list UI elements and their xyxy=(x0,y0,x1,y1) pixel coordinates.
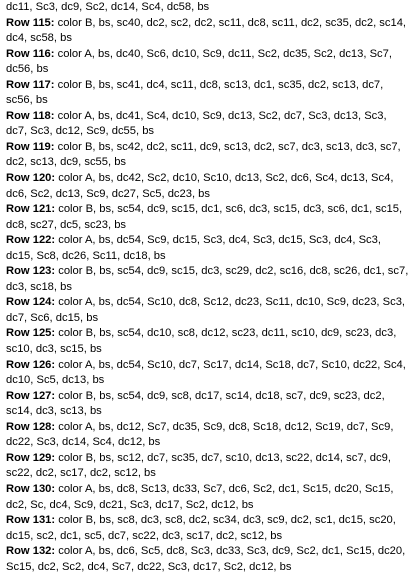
row-label: Row 121: xyxy=(6,203,56,216)
row-instructions: color A, bs, dc12, Sc7, dc35, Sc9, dc8, Sc18, dc12, Sc19, dc7, Sc9, dc22, Sc3, dc14, Sc4, dc12, bs xyxy=(6,420,394,449)
pattern-row xyxy=(6,233,410,264)
row-label: Row 128: xyxy=(6,420,56,433)
row-instructions: color B, bs, sc54, dc9, sc15, dc1, sc6, dc3, sc15, dc3, sc6, dc1, sc15, dc8, sc27, dc5, sc23, bs xyxy=(6,203,403,231)
row-label: Row 123: xyxy=(6,265,56,278)
row-label: Row 116: xyxy=(6,47,55,60)
row-instructions: color A, bs, dc41, Sc4, dc10, Sc9, dc13, Sc2, dc7, Sc3, dc13, Sc3, dc7, Sc3, dc12, Sc9, dc55, bs xyxy=(6,109,387,138)
row-continuation-text: dc11, Sc3, dc9, Sc2, dc14, Sc4, dc58, bs xyxy=(6,1,210,13)
pattern-row xyxy=(6,264,410,295)
pattern-row xyxy=(6,47,410,78)
pattern-row xyxy=(6,202,410,233)
pattern-row xyxy=(6,326,410,357)
row-instructions: color A, bs, dc54, Sc10, dc7, Sc17, dc14, Sc18, dc7, Sc10, dc22, Sc4, dc10, Sc5, dc13, bs xyxy=(6,358,406,387)
row-label: Row 125: xyxy=(6,327,56,340)
pattern-row xyxy=(6,389,410,420)
pattern-row xyxy=(6,513,410,544)
row-instructions: color B, bs, sc54, dc9, sc8, dc17, sc14, dc18, sc7, dc9, sc23, dc2, sc14, dc3, sc13, bs xyxy=(6,389,385,418)
row-label: Row 122: xyxy=(6,234,56,247)
row-instructions: color B, bs, sc42, dc2, sc11, dc9, sc13, dc2, sc7, dc3, sc13, dc3, sc7, dc2, sc13, dc9, sc55, bs xyxy=(6,140,401,169)
pattern-row xyxy=(6,16,410,47)
row-label: Row 119: xyxy=(6,140,55,153)
pattern-row xyxy=(6,78,410,109)
row-label: Row 127: xyxy=(6,389,56,402)
row-instructions: color B, bs, sc8, dc3, sc8, dc2, sc34, dc3, sc9, dc2, sc1, dc15, sc20, dc15, sc2, dc1, sc5, dc7, sc22, dc3, sc17, dc2, sc12, bs xyxy=(6,514,396,542)
row-label: Row 117: xyxy=(6,78,55,91)
pattern-row xyxy=(6,295,410,326)
row-label: Row 115: xyxy=(6,16,55,29)
row-label: Row 126: xyxy=(6,358,56,371)
pattern-row xyxy=(6,109,410,140)
row-label: Row 129: xyxy=(6,451,56,464)
row-label: Row 118: xyxy=(6,109,55,122)
pattern-rows xyxy=(6,16,410,575)
row-instructions: color A, bs, dc6, Sc5, dc8, Sc3, dc33, Sc3, dc9, Sc2, dc1, Sc15, dc20, Sc15, dc2, Sc2, dc4, Sc7, dc22, Sc3, dc17, Sc2, dc12, bs xyxy=(6,545,406,573)
row-instructions: color B, bs, sc41, dc4, sc11, dc8, sc13, dc1, sc35, dc2, sc13, dc7, sc56, bs xyxy=(6,78,384,107)
row-instructions: color A, bs, dc40, Sc6, dc10, Sc9, dc11, Sc2, dc35, Sc2, dc13, Sc7, dc56, bs xyxy=(6,47,392,76)
row-instructions: color B, bs, sc40, dc2, sc2, dc2, sc11, dc8, sc11, dc2, sc35, dc2, sc14, dc4, sc58, bs xyxy=(6,16,407,45)
row-instructions: color A, bs, dc54, Sc9, dc15, Sc3, dc4, Sc3, dc15, Sc3, dc4, Sc3, dc15, Sc8, dc26, Sc11, dc18, bs xyxy=(6,234,381,262)
pattern-row xyxy=(6,420,410,451)
row-instructions: color B, bs, sc54, dc10, sc8, dc12, sc23, dc11, sc10, dc9, sc23, dc3, sc10, dc3, sc15, bs xyxy=(6,327,397,356)
row-label: Row 124: xyxy=(6,296,56,309)
pattern-row xyxy=(6,482,410,513)
pattern-row xyxy=(6,171,410,202)
row-label: Row 132: xyxy=(6,545,56,558)
row-instructions: color B, bs, sc54, dc9, sc15, dc3, sc29, dc2, sc16, dc8, sc26, dc1, sc7, dc3, sc18, bs xyxy=(6,265,409,293)
row-label: Row 131: xyxy=(6,514,56,527)
pattern-row xyxy=(6,544,410,575)
row-instructions: color A, bs, dc54, Sc10, dc8, Sc12, dc23, Sc11, dc10, Sc9, dc23, Sc3, dc7, Sc6, dc15, bs xyxy=(6,296,406,324)
pattern-row xyxy=(6,358,410,389)
row-instructions: color A, bs, dc8, Sc13, dc33, Sc7, dc6, Sc2, dc1, Sc15, dc20, Sc15, dc2, Sc, dc4, Sc9, dc21, Sc3, dc17, Sc2, dc12, bs xyxy=(6,482,394,511)
row-label: Row 130: xyxy=(6,482,56,495)
pattern-row xyxy=(6,451,410,482)
row-label: Row 120: xyxy=(6,172,56,185)
row-instructions: color B, bs, sc12, dc7, sc35, dc7, sc10, dc13, sc22, dc14, sc7, dc9, sc22, dc2, sc17, dc2, sc12, bs xyxy=(6,451,391,480)
pattern-row xyxy=(6,140,410,171)
row-instructions: color A, bs, dc42, Sc2, dc10, Sc10, dc13, Sc2, dc6, Sc4, dc13, Sc4, dc6, Sc2, dc13, Sc9, dc27, Sc5, dc23, bs xyxy=(6,172,394,200)
